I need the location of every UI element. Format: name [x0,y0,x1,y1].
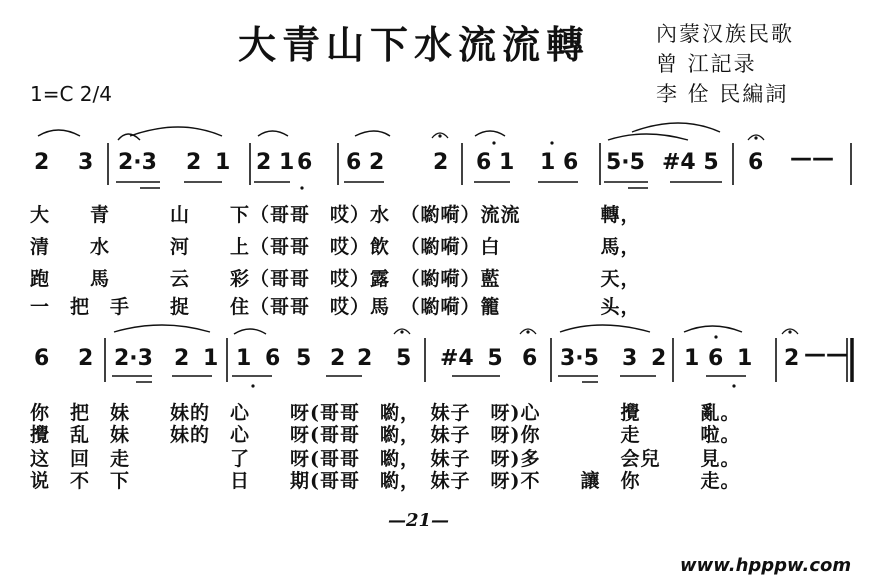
note: 2 1 [174,346,219,371]
lyric-line: 一 把 手 捉 住（哥哥 哎）馬 （喲嗬）籠 头， [30,296,641,318]
note: 6 [522,346,538,371]
note: 2 1 [186,150,231,175]
note: 2 [784,346,800,371]
note: 2·3 [114,346,153,371]
lyric-line: 清 水 河 上（哥哥 哎）飲 （喲嗬）白 馬， [30,236,641,258]
song-title: 大青山下水流流轉 [238,22,591,67]
lyric-line: 这 回 走 了 呀(哥哥 喲， 妹子 呀)多 会兒 見。 [30,448,741,470]
note: 3·5 [560,346,599,371]
note: 3 2 [622,346,667,371]
note: #4 5 [662,150,719,175]
note: 6 2 [346,150,385,175]
note: —— [790,146,834,171]
note: 6 [748,150,764,175]
lyric-line: 攪 乱 妹 妹的 心 呀(哥哥 喲， 妹子 呀)你 走 啦。 [30,424,741,446]
note: 6 1 [708,346,753,371]
lyric-line: 跑 馬 云 彩（哥哥 哎）露 （喲嗬）藍 天， [30,268,641,290]
note: —— [804,342,848,367]
page-number: —21— [388,510,450,531]
note: 5·5 [606,150,645,175]
note: 3 [78,150,94,175]
note: 2 [78,346,94,371]
lyric-line: 说 不 下 日 期(哥哥 喲， 妹子 呀)不 讓 你 走。 [30,470,741,492]
note: 2 1 [256,150,295,175]
note: 1 [684,346,700,371]
note: 2 [433,150,449,175]
website-watermark[interactable]: www.hpppw.com [680,555,852,576]
note: 6 1 [476,150,515,175]
key-signature: 1=C 2/4 [30,82,112,106]
note: 2 2 [330,346,373,371]
note: #4 5 [440,346,503,371]
note: 1 6 [236,346,281,371]
note: 2 [34,150,50,175]
song-source: 內蒙汉族民歌 [656,22,794,46]
collector-line-1: 曾 江記录 [656,52,757,76]
note: 1 6 [540,150,579,175]
note: 5 [396,346,412,371]
note: 2·3 [118,150,157,175]
note: 6 [34,346,50,371]
collector-line-2: 李 佺 民編詞 [656,82,789,106]
lyric-line: 你 把 妹 妹的 心 呀(哥哥 喲， 妹子 呀)心 攪 亂。 [30,402,741,424]
note: 6 [297,150,313,175]
note: 5 [296,346,312,371]
lyric-line: 大 青 山 下（哥哥 哎）水 （喲嗬）流流 轉， [30,204,641,226]
